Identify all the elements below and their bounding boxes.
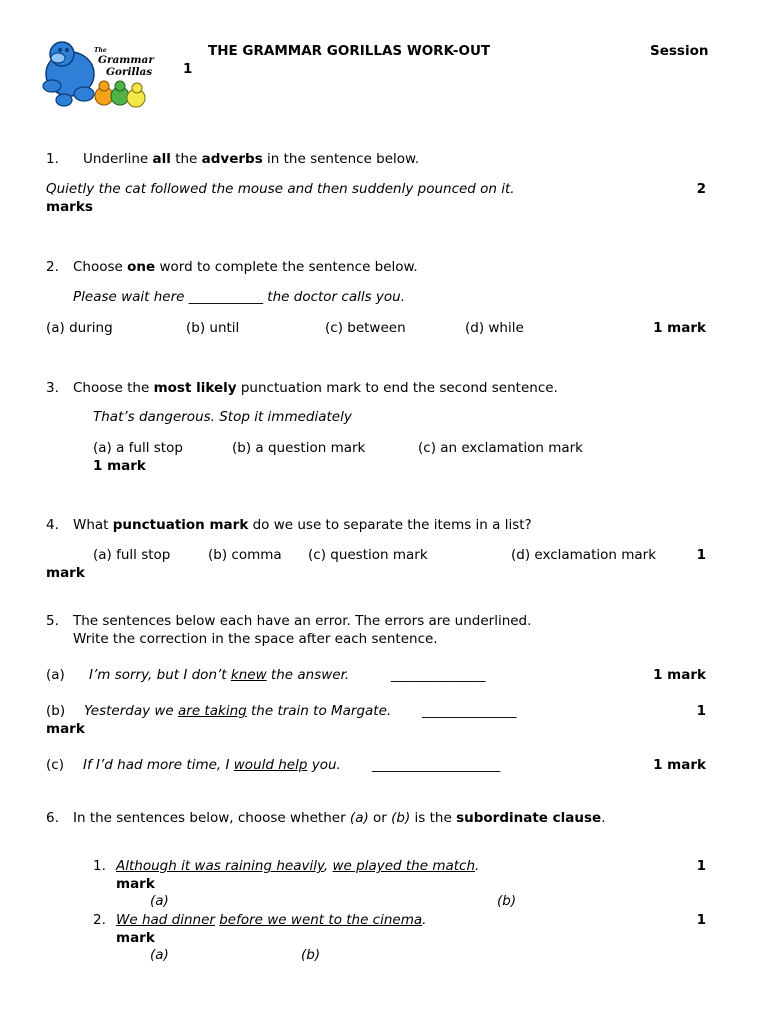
question-4-option-b: (b) comma (208, 547, 282, 563)
question-6-item-1-marks-number: 1 (696, 858, 706, 874)
question-5b-sentence: Yesterday we are taking the train to Margate. (84, 703, 392, 719)
question-6-item-2-sentence: We had dinner before we went to the cinema. (116, 912, 427, 928)
question-6-item-2-marks-word: mark (116, 930, 155, 946)
page-title: THE GRAMMAR GORILLAS WORK-OUT (208, 43, 491, 59)
question-1-marks-number: 2 (696, 181, 706, 197)
question-4-option-c: (c) question mark (308, 547, 428, 563)
question-6-prompt: In the sentences below, choose whether (a) or (b) is the subordinate clause. (73, 810, 606, 826)
question-3-option-a: (a) a full stop (93, 440, 183, 456)
question-2-number: 2. (46, 259, 59, 275)
question-6-item-1-option-b[interactable]: (b) (497, 893, 517, 909)
question-5-number: 5. (46, 613, 59, 629)
svg-text:Grammar: Grammar (98, 54, 154, 66)
question-2-prompt: Choose one word to complete the sentence below. (73, 259, 418, 275)
question-6-item-1-number: 1. (93, 858, 106, 874)
question-1-sentence: Quietly the cat followed the mouse and then suddenly pounced on it. (46, 181, 515, 197)
question-5c-sentence: If I’d had more time, I would help you. (83, 757, 341, 773)
question-6-item-1-sentence: Although it was raining heavily, we played the match. (116, 858, 480, 874)
question-6-item-2-option-b[interactable]: (b) (301, 947, 321, 963)
question-5a-answer-blank[interactable]: ______________ (391, 667, 486, 683)
question-3-prompt: Choose the most likely punctuation mark to end the second sentence. (73, 380, 558, 396)
question-4-prompt: What punctuation mark do we use to separate the items in a list? (73, 517, 532, 533)
question-4-marks-number: 1 (696, 547, 706, 563)
question-3-marks: 1 mark (93, 458, 146, 474)
question-1-number: 1. (46, 151, 59, 167)
question-5c-answer-blank[interactable]: ___________________ (372, 757, 501, 773)
session-number: 1 (183, 61, 193, 77)
question-2-option-a: (a) during (46, 320, 113, 336)
question-4-marks-word: mark (46, 565, 85, 581)
question-5b-marks-word: mark (46, 721, 85, 737)
question-5-instruction-line-1: The sentences below each have an error. The errors are underlined. (73, 613, 532, 629)
question-2-option-c: (c) between (325, 320, 406, 336)
question-1-marks-word: marks (46, 199, 93, 215)
question-6-item-2-option-a[interactable]: (a) (150, 947, 169, 963)
question-5a-label: (a) (46, 667, 65, 683)
session-label: Session (650, 43, 709, 59)
question-3-option-c: (c) an exclamation mark (418, 440, 583, 456)
question-1-prompt: Underline all the adverbs in the sentence below. (83, 151, 420, 167)
question-3-sentence: That’s dangerous. Stop it immediately (93, 409, 352, 425)
grammar-gorillas-logo (40, 36, 158, 110)
question-5a-marks: 1 mark (653, 667, 706, 683)
question-3-number: 3. (46, 380, 59, 396)
question-6-item-2-marks-number: 1 (696, 912, 706, 928)
question-6-number: 6. (46, 810, 59, 826)
svg-text:The: The (94, 47, 107, 54)
question-5-instruction-line-2: Write the correction in the space after each sentence. (73, 631, 438, 647)
question-5a-sentence: I’m sorry, but I don’t knew the answer. (89, 667, 350, 683)
question-5b-answer-blank[interactable]: ______________ (422, 703, 517, 719)
question-6-item-1-option-a[interactable]: (a) (150, 893, 169, 909)
question-2-sentence: Please wait here ___________ the doctor calls you. (73, 289, 406, 305)
svg-text:Gorillas: Gorillas (106, 66, 153, 78)
question-5c-marks: 1 mark (653, 757, 706, 773)
question-6-item-2-number: 2. (93, 912, 106, 928)
question-5b-marks-number: 1 (696, 703, 706, 719)
question-2-marks: 1 mark (653, 320, 706, 336)
question-3-option-b: (b) a question mark (232, 440, 366, 456)
question-2-option-d: (d) while (465, 320, 524, 336)
question-5c-label: (c) (46, 757, 64, 773)
question-6-item-1-marks-word: mark (116, 876, 155, 892)
question-4-number: 4. (46, 517, 59, 533)
question-5b-label: (b) (46, 703, 66, 719)
question-2-option-b: (b) until (186, 320, 240, 336)
question-4-option-d: (d) exclamation mark (511, 547, 657, 563)
question-4-option-a: (a) full stop (93, 547, 171, 563)
